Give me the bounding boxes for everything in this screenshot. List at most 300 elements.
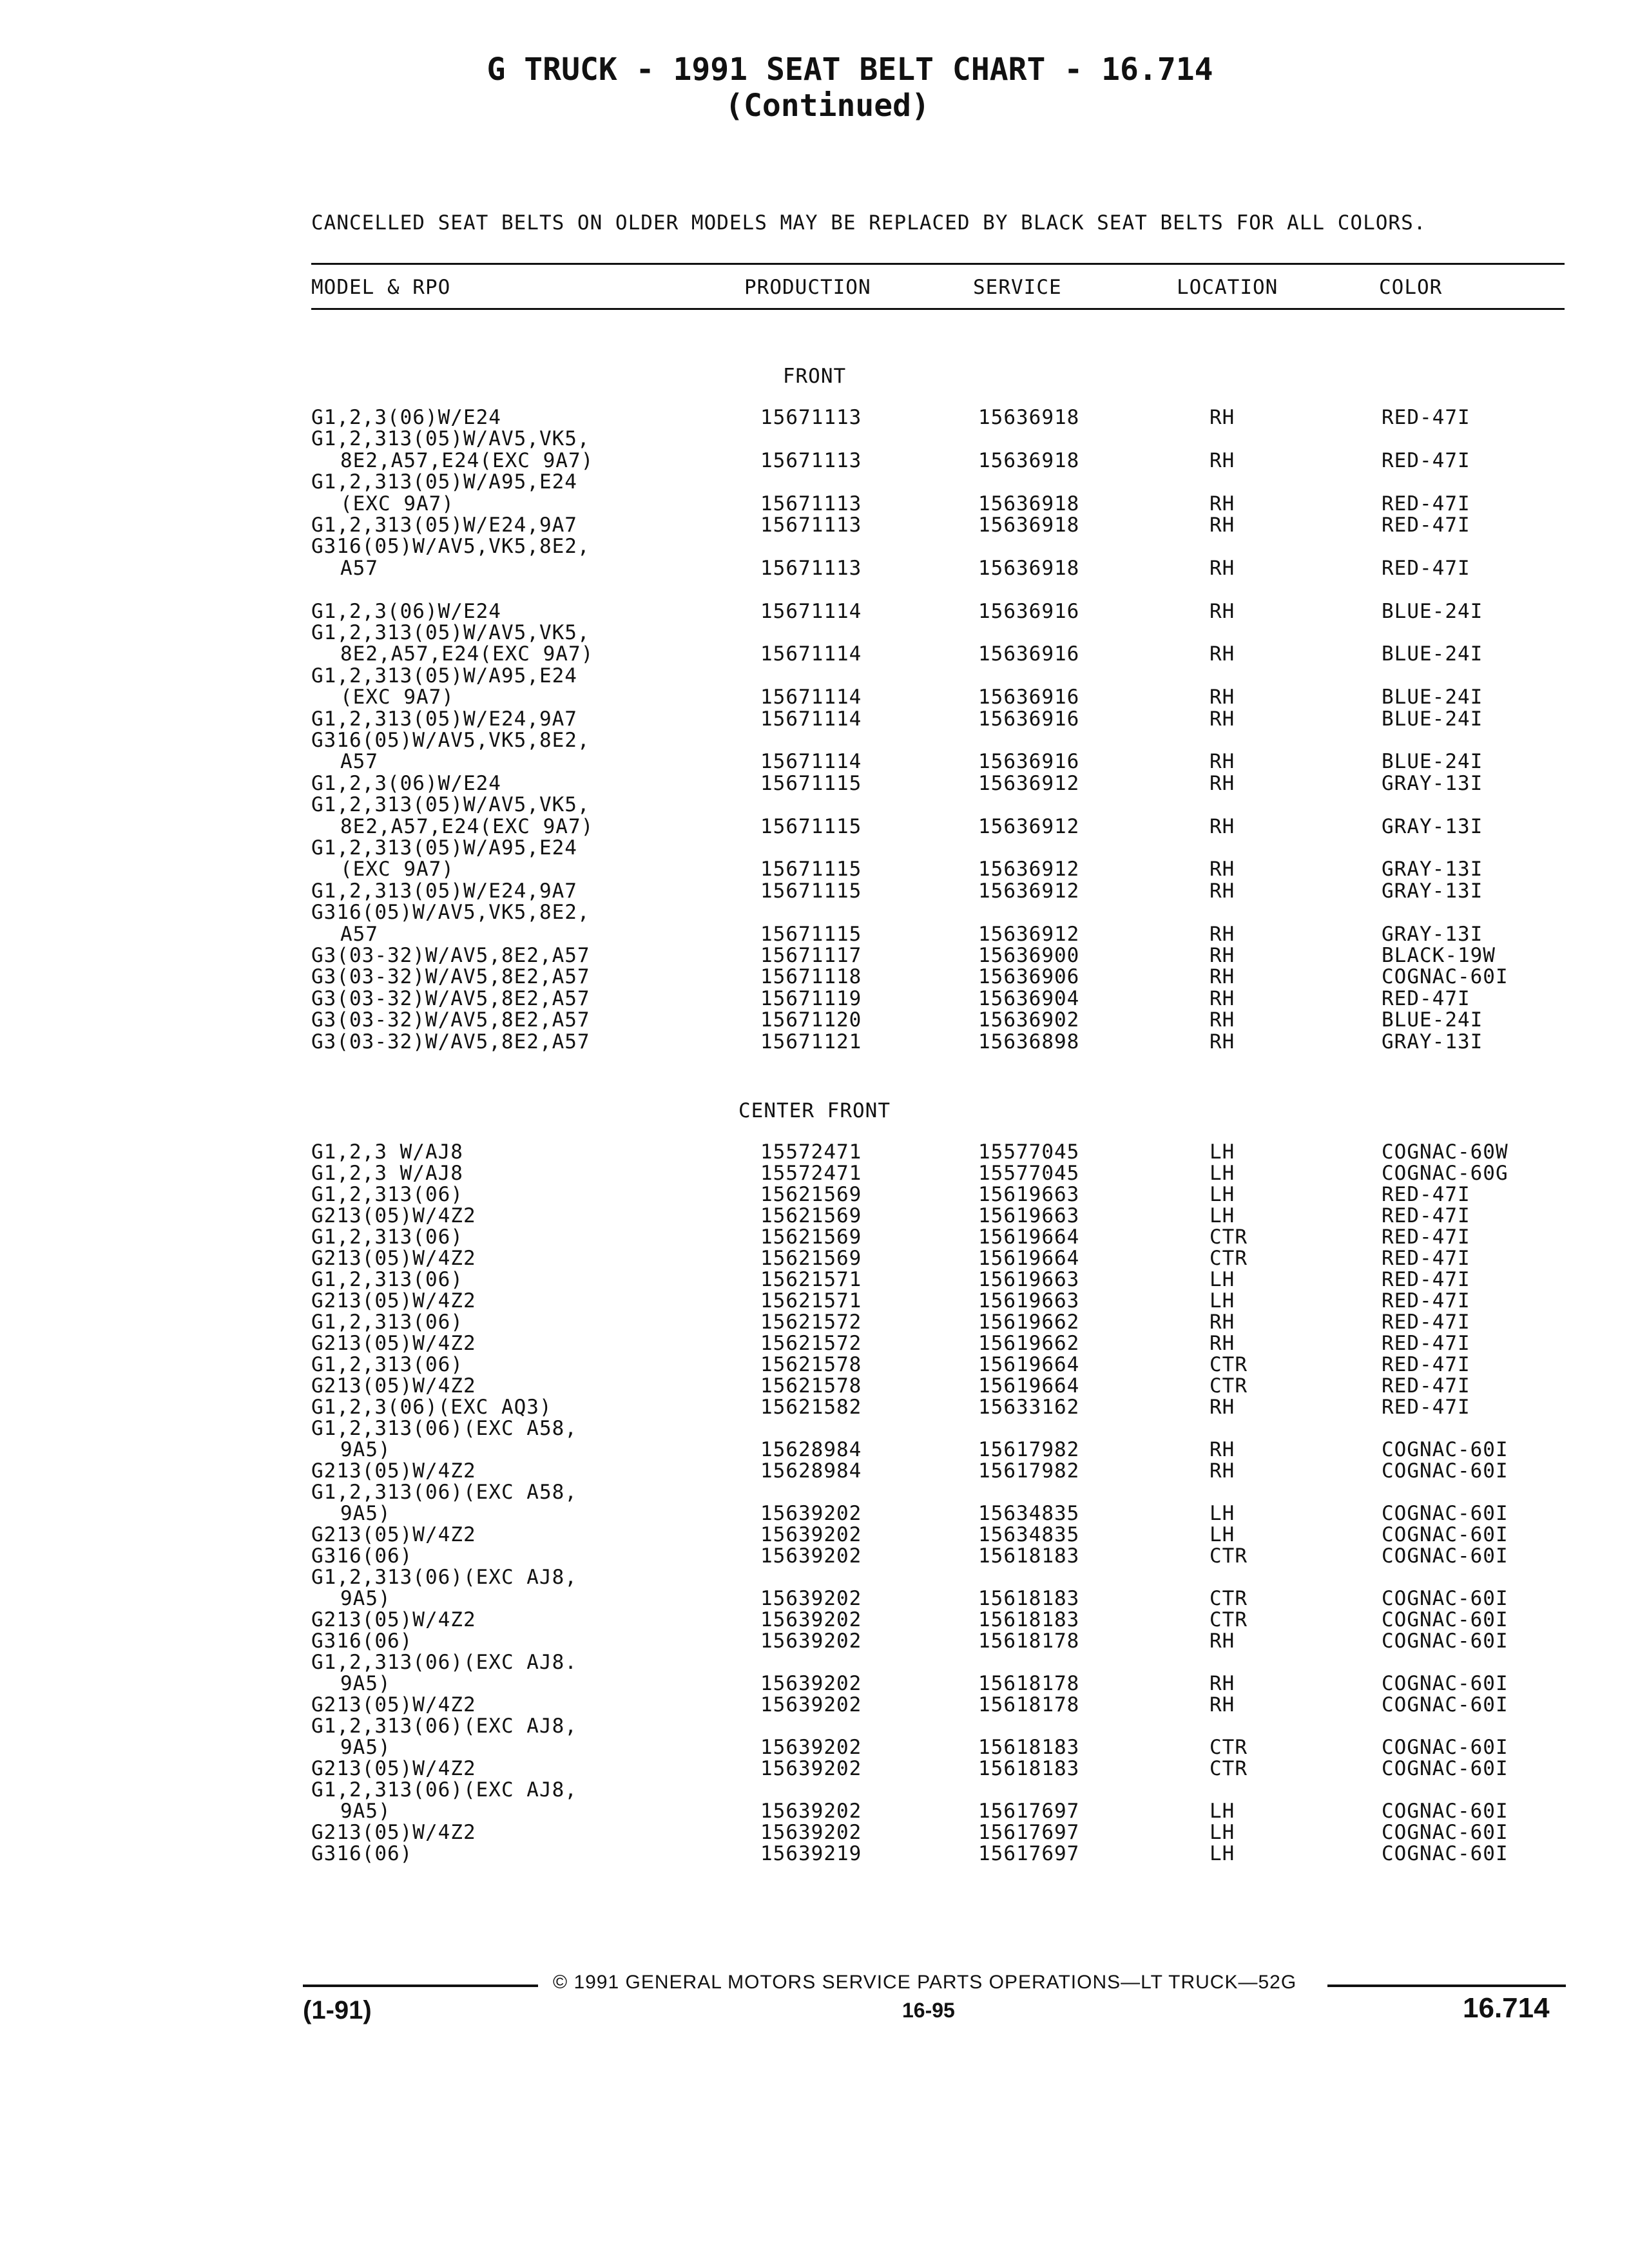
production-part-cell: 15639202 <box>760 1587 862 1610</box>
production-part-cell: 15671113 <box>760 492 862 515</box>
service-part-cell: 15618183 <box>978 1736 1080 1759</box>
location-cell: CTR <box>1210 1247 1248 1270</box>
model-rpo-cell: G316(05)W/AV5,VK5,8E2, <box>311 901 590 925</box>
location-cell: RH <box>1210 556 1235 580</box>
service-part-cell: 15636904 <box>978 986 1080 1010</box>
model-rpo-cell: G316(06) <box>311 1629 413 1653</box>
service-part-cell: 15618178 <box>978 1629 1080 1653</box>
model-rpo-cell: G1,2,313(05)W/E24,9A7 <box>311 514 577 537</box>
service-part-cell: 15636912 <box>978 814 1080 838</box>
footer-copyright: © 1991 GENERAL MOTORS SERVICE PARTS OPERATIONS—LT TRUCK—52G <box>553 1972 1297 1993</box>
table-row <box>0 1567 1629 1588</box>
production-part-cell: 15671115 <box>760 858 862 881</box>
table-row <box>0 751 1629 773</box>
footer-rule-left <box>303 1984 538 1987</box>
production-part-cell: 15671113 <box>760 514 862 537</box>
table-row <box>0 622 1629 644</box>
table-row <box>0 1716 1629 1737</box>
table-row <box>0 1610 1629 1631</box>
table-row <box>0 1227 1629 1248</box>
location-cell: LH <box>1210 1523 1235 1546</box>
model-rpo-cell: G3(03-32)W/AV5,8E2,A57 <box>311 1008 590 1032</box>
model-rpo-cell: G3(03-32)W/AV5,8E2,A57 <box>311 965 590 989</box>
production-part-cell: 15621569 <box>760 1183 862 1206</box>
model-rpo-cell: G213(05)W/4Z2 <box>311 1608 476 1631</box>
model-rpo-cell: G1,2,313(05)W/A95,E24 <box>311 664 577 687</box>
model-rpo-cell: G1,2,313(06)(EXC A58, <box>311 1417 577 1440</box>
table-row <box>0 902 1629 923</box>
production-part-cell: 15621571 <box>760 1268 862 1291</box>
location-cell: LH <box>1210 1204 1235 1227</box>
table-row <box>0 579 1629 601</box>
color-cell: GRAY-13I <box>1382 771 1483 795</box>
service-part-cell: 15619663 <box>978 1204 1080 1227</box>
table-row <box>0 450 1629 472</box>
service-part-cell: 15636912 <box>978 922 1080 946</box>
service-part-cell: 15618183 <box>978 1608 1080 1631</box>
service-part-cell: 15636902 <box>978 1008 1080 1032</box>
table-row <box>0 1291 1629 1312</box>
color-cell: COGNAC-60G <box>1382 1162 1509 1185</box>
production-part-cell: 15671114 <box>760 686 862 709</box>
location-cell: RH <box>1210 1311 1235 1334</box>
table-row <box>0 1206 1629 1227</box>
table-row <box>0 1184 1629 1206</box>
table-row <box>0 794 1629 816</box>
table-row <box>0 1397 1629 1418</box>
location-cell: LH <box>1210 1268 1235 1291</box>
model-rpo-cell: 9A5) <box>340 1800 391 1823</box>
location-cell: LH <box>1210 1842 1235 1865</box>
location-cell: RH <box>1210 986 1235 1010</box>
location-cell: CTR <box>1210 1608 1248 1631</box>
production-part-cell: 15621569 <box>760 1225 862 1249</box>
table-row <box>0 494 1629 515</box>
model-rpo-cell: G316(05)W/AV5,VK5,8E2, <box>311 535 590 559</box>
model-rpo-cell: G213(05)W/4Z2 <box>311 1757 476 1780</box>
production-part-cell: 15639202 <box>760 1693 862 1716</box>
footer-page-number: 16-95 <box>902 1999 955 2022</box>
location-cell: LH <box>1210 1289 1235 1312</box>
table-row <box>0 1843 1629 1865</box>
title-line-1: G TRUCK - 1991 SEAT BELT CHART - 16.714 <box>487 52 1213 88</box>
location-cell: RH <box>1210 1396 1235 1419</box>
table-row <box>0 1248 1629 1269</box>
service-part-cell: 15619662 <box>978 1311 1080 1334</box>
production-part-cell: 15671121 <box>760 1030 862 1053</box>
color-cell: COGNAC-60I <box>1382 1502 1509 1525</box>
header-bottom-rule <box>311 308 1565 310</box>
location-cell: CTR <box>1210 1757 1248 1780</box>
model-rpo-cell: G3(03-32)W/AV5,8E2,A57 <box>311 944 590 967</box>
service-part-cell: 15619663 <box>978 1183 1080 1206</box>
model-rpo-cell: G1,2,313(05)W/AV5,VK5, <box>311 427 590 451</box>
table-row <box>0 1032 1629 1053</box>
production-part-cell: 15671114 <box>760 599 862 623</box>
color-cell: RED-47I <box>1382 492 1470 515</box>
service-part-cell: 15633162 <box>978 1396 1080 1419</box>
table-row <box>0 1312 1629 1333</box>
model-rpo-cell: 9A5) <box>340 1672 391 1695</box>
service-part-cell: 15636912 <box>978 771 1080 795</box>
model-rpo-cell: 9A5) <box>340 1438 391 1461</box>
header-top-rule <box>311 263 1565 265</box>
table-row <box>0 1631 1629 1652</box>
service-part-cell: 15636916 <box>978 707 1080 731</box>
service-part-cell: 15617982 <box>978 1459 1080 1483</box>
service-part-cell: 15618178 <box>978 1672 1080 1695</box>
location-cell: RH <box>1210 944 1235 967</box>
location-cell: RH <box>1210 965 1235 989</box>
table-row <box>0 558 1629 579</box>
column-header-color: COLOR <box>1379 276 1443 299</box>
color-cell: RED-47I <box>1382 514 1470 537</box>
model-rpo-cell: G213(05)W/4Z2 <box>311 1289 476 1312</box>
color-cell: COGNAC-60I <box>1382 1459 1509 1483</box>
production-part-cell: 15671113 <box>760 406 862 429</box>
location-cell: RH <box>1210 1030 1235 1053</box>
model-rpo-cell: G316(06) <box>311 1544 413 1568</box>
table-row <box>0 1737 1629 1758</box>
table-row <box>0 709 1629 730</box>
location-cell: RH <box>1210 1332 1235 1355</box>
model-rpo-cell: A57 <box>340 922 378 946</box>
model-rpo-cell: G213(05)W/4Z2 <box>311 1821 476 1844</box>
color-cell: GRAY-13I <box>1382 814 1483 838</box>
table-row <box>0 515 1629 536</box>
location-cell: RH <box>1210 406 1235 429</box>
model-rpo-cell: G1,2,3(06)W/E24 <box>311 771 501 795</box>
production-part-cell: 15671115 <box>760 922 862 946</box>
service-part-cell: 15619664 <box>978 1374 1080 1398</box>
model-rpo-cell: (EXC 9A7) <box>340 492 454 515</box>
location-cell: CTR <box>1210 1587 1248 1610</box>
model-rpo-cell: G1,2,313(06)(EXC A58, <box>311 1481 577 1504</box>
table-row <box>0 945 1629 966</box>
model-rpo-cell: G1,2,313(05)W/A95,E24 <box>311 836 577 860</box>
production-part-cell: 15671115 <box>760 879 862 903</box>
color-cell: COGNAC-60I <box>1382 1608 1509 1631</box>
production-part-cell: 15671117 <box>760 944 862 967</box>
production-part-cell: 15671114 <box>760 750 862 774</box>
column-header-service: SERVICE <box>973 276 1062 299</box>
color-cell: RED-47I <box>1382 1353 1470 1376</box>
table-row <box>0 1482 1629 1503</box>
color-cell: COGNAC-60I <box>1382 1800 1509 1823</box>
service-part-cell: 15636916 <box>978 686 1080 709</box>
production-part-cell: 15639219 <box>760 1842 862 1865</box>
model-rpo-cell: (EXC 9A7) <box>340 686 454 709</box>
model-rpo-cell: 8E2,A57,E24(EXC 9A7) <box>340 814 594 838</box>
color-cell: COGNAC-60I <box>1382 1736 1509 1759</box>
model-rpo-cell: 9A5) <box>340 1502 391 1525</box>
color-cell: GRAY-13I <box>1382 858 1483 881</box>
production-part-cell: 15671113 <box>760 556 862 580</box>
color-cell: RED-47I <box>1382 1247 1470 1270</box>
production-part-cell: 15621572 <box>760 1332 862 1355</box>
color-cell: COGNAC-60I <box>1382 1438 1509 1461</box>
table-row <box>0 666 1629 687</box>
table-row <box>0 536 1629 557</box>
column-header-production: PRODUCTION <box>744 276 871 299</box>
service-part-cell: 15617697 <box>978 1821 1080 1844</box>
production-part-cell: 15639202 <box>760 1629 862 1653</box>
production-part-cell: 15671118 <box>760 965 862 989</box>
footer-rule-right <box>1327 1984 1566 1987</box>
model-rpo-cell: A57 <box>340 750 378 774</box>
color-cell: BLUE-24I <box>1382 1008 1483 1032</box>
model-rpo-cell: G1,2,313(06) <box>311 1225 463 1249</box>
location-cell: RH <box>1210 599 1235 623</box>
service-part-cell: 15636906 <box>978 965 1080 989</box>
replacement-note: CANCELLED SEAT BELTS ON OLDER MODELS MAY BE REPLACED BY BLACK SEAT BELTS FOR ALL COLORS. <box>311 211 1427 235</box>
model-rpo-cell: 9A5) <box>340 1587 391 1610</box>
service-part-cell: 15619664 <box>978 1353 1080 1376</box>
model-rpo-cell: G316(06) <box>311 1842 413 1865</box>
location-cell: RH <box>1210 1672 1235 1695</box>
color-cell: RED-47I <box>1382 1311 1470 1334</box>
table-row <box>0 1010 1629 1031</box>
color-cell: COGNAC-60I <box>1382 1693 1509 1716</box>
location-cell: LH <box>1210 1821 1235 1844</box>
model-rpo-cell: 8E2,A57,E24(EXC 9A7) <box>340 642 594 666</box>
service-part-cell: 15636918 <box>978 448 1080 472</box>
production-part-cell: 15639202 <box>760 1672 862 1695</box>
table-row <box>0 687 1629 708</box>
model-rpo-cell: G1,2,3(06)W/E24 <box>311 406 501 429</box>
color-cell: RED-47I <box>1382 1225 1470 1249</box>
service-part-cell: 15636918 <box>978 406 1080 429</box>
color-cell: RED-47I <box>1382 406 1470 429</box>
service-part-cell: 15619663 <box>978 1268 1080 1291</box>
service-part-cell: 15634835 <box>978 1523 1080 1546</box>
table-row <box>0 644 1629 665</box>
location-cell: RH <box>1210 707 1235 731</box>
model-rpo-cell: G1,2,313(06)(EXC AJ8, <box>311 1715 577 1738</box>
table-row <box>0 988 1629 1010</box>
service-part-cell: 15634835 <box>978 1502 1080 1525</box>
footer-section-number: 16.714 <box>1463 1992 1550 2024</box>
color-cell: COGNAC-60I <box>1382 1672 1509 1695</box>
color-cell: COGNAC-60I <box>1382 965 1509 989</box>
location-cell: CTR <box>1210 1225 1248 1249</box>
model-rpo-cell: G1,2,3 W/AJ8 <box>311 1162 463 1185</box>
production-part-cell: 15639202 <box>760 1736 862 1759</box>
table-row <box>0 1673 1629 1695</box>
model-rpo-cell: 8E2,A57,E24(EXC 9A7) <box>340 448 594 472</box>
table-row <box>0 1333 1629 1354</box>
model-rpo-cell: A57 <box>340 556 378 580</box>
color-cell: RED-47I <box>1382 1183 1470 1206</box>
service-part-cell: 15618183 <box>978 1587 1080 1610</box>
production-part-cell: 15671115 <box>760 814 862 838</box>
location-cell: RH <box>1210 922 1235 946</box>
table-row <box>0 1652 1629 1673</box>
table-row <box>0 1418 1629 1439</box>
table-row <box>0 966 1629 988</box>
model-rpo-cell: G1,2,313(06) <box>311 1353 463 1376</box>
service-part-cell: 15618178 <box>978 1693 1080 1716</box>
color-cell: COGNAC-60W <box>1382 1140 1509 1164</box>
production-part-cell: 15671119 <box>760 986 862 1010</box>
location-cell: LH <box>1210 1140 1235 1164</box>
model-rpo-cell: 9A5) <box>340 1736 391 1759</box>
model-rpo-cell: G1,2,313(06) <box>311 1311 463 1334</box>
table-row <box>0 859 1629 880</box>
color-cell: BLACK-19W <box>1382 944 1496 967</box>
service-part-cell: 15617982 <box>978 1438 1080 1461</box>
model-rpo-cell: G213(05)W/4Z2 <box>311 1374 476 1398</box>
location-cell: RH <box>1210 1459 1235 1483</box>
model-rpo-cell: G213(05)W/4Z2 <box>311 1204 476 1227</box>
production-part-cell: 15639202 <box>760 1544 862 1568</box>
service-part-cell: 15636912 <box>978 879 1080 903</box>
model-rpo-cell: G1,2,313(05)W/E24,9A7 <box>311 707 577 731</box>
service-part-cell: 15636918 <box>978 514 1080 537</box>
location-cell: RH <box>1210 1693 1235 1716</box>
production-part-cell: 15639202 <box>760 1757 862 1780</box>
service-part-cell: 15618183 <box>978 1544 1080 1568</box>
production-part-cell: 15639202 <box>760 1502 862 1525</box>
model-rpo-cell: G1,2,313(05)W/AV5,VK5, <box>311 621 590 644</box>
color-cell: COGNAC-60I <box>1382 1629 1509 1653</box>
production-part-cell: 15572471 <box>760 1162 862 1185</box>
location-cell: RH <box>1210 771 1235 795</box>
color-cell: RED-47I <box>1382 1396 1470 1419</box>
table-row <box>0 1269 1629 1291</box>
model-rpo-cell: G1,2,313(06) <box>311 1268 463 1291</box>
table-row <box>0 1376 1629 1397</box>
table-row <box>0 838 1629 859</box>
color-cell: BLUE-24I <box>1382 707 1483 731</box>
table-row <box>0 601 1629 622</box>
service-part-cell: 15619664 <box>978 1225 1080 1249</box>
table-row <box>0 407 1629 428</box>
color-cell: GRAY-13I <box>1382 879 1483 903</box>
color-cell: COGNAC-60I <box>1382 1757 1509 1780</box>
table-row <box>0 1524 1629 1546</box>
location-cell: RH <box>1210 492 1235 515</box>
production-part-cell: 15639202 <box>760 1800 862 1823</box>
color-cell: RED-47I <box>1382 1204 1470 1227</box>
location-cell: CTR <box>1210 1374 1248 1398</box>
color-cell: GRAY-13I <box>1382 1030 1483 1053</box>
model-rpo-cell: G1,2,313(06)(EXC AJ8, <box>311 1566 577 1589</box>
model-rpo-cell: G1,2,313(05)W/A95,E24 <box>311 470 577 494</box>
color-cell: RED-47I <box>1382 448 1470 472</box>
production-part-cell: 15621569 <box>760 1204 862 1227</box>
table-row <box>0 924 1629 945</box>
model-rpo-cell: G213(05)W/4Z2 <box>311 1247 476 1270</box>
location-cell: RH <box>1210 814 1235 838</box>
table-row <box>0 1588 1629 1610</box>
section-title-center-front: CENTER FRONT <box>738 1099 891 1122</box>
production-part-cell: 15621569 <box>760 1247 862 1270</box>
model-rpo-cell: G1,2,313(06)(EXC AJ8, <box>311 1778 577 1802</box>
production-part-cell: 15628984 <box>760 1438 862 1461</box>
production-part-cell: 15628984 <box>760 1459 862 1483</box>
model-rpo-cell: G1,2,3(06)W/E24 <box>311 599 501 623</box>
column-header-model: MODEL & RPO <box>311 276 451 299</box>
service-part-cell: 15636916 <box>978 642 1080 666</box>
service-part-cell: 15636916 <box>978 599 1080 623</box>
page-title <box>0 52 1629 124</box>
location-cell: RH <box>1210 1438 1235 1461</box>
table-row <box>0 1163 1629 1184</box>
production-part-cell: 15671114 <box>760 707 862 731</box>
location-cell: CTR <box>1210 1353 1248 1376</box>
model-rpo-cell: G1,2,3(06)(EXC AQ3) <box>311 1396 552 1419</box>
model-rpo-cell: G3(03-32)W/AV5,8E2,A57 <box>311 1030 590 1053</box>
service-part-cell: 15577045 <box>978 1140 1080 1164</box>
location-cell: RH <box>1210 750 1235 774</box>
color-cell: RED-47I <box>1382 1268 1470 1291</box>
table-row <box>0 428 1629 450</box>
table-row <box>0 472 1629 493</box>
model-rpo-cell: G213(05)W/4Z2 <box>311 1459 476 1483</box>
color-cell: RED-47I <box>1382 1289 1470 1312</box>
color-cell: RED-47I <box>1382 986 1470 1010</box>
production-part-cell: 15639202 <box>760 1523 862 1546</box>
location-cell: RH <box>1210 1008 1235 1032</box>
table-row <box>0 881 1629 902</box>
location-cell: RH <box>1210 686 1235 709</box>
table-row <box>0 1354 1629 1376</box>
section-title-front: FRONT <box>782 365 847 388</box>
service-part-cell: 15618183 <box>978 1757 1080 1780</box>
title-line-2: (Continued) <box>725 88 930 124</box>
table-row <box>0 1503 1629 1524</box>
model-rpo-cell: G1,2,313(06)(EXC AJ8. <box>311 1651 577 1674</box>
service-part-cell: 15617697 <box>978 1842 1080 1865</box>
color-cell: COGNAC-60I <box>1382 1842 1509 1865</box>
color-cell: COGNAC-60I <box>1382 1821 1509 1844</box>
location-cell: LH <box>1210 1502 1235 1525</box>
production-part-cell: 15572471 <box>760 1140 862 1164</box>
service-part-cell: 15617697 <box>978 1800 1080 1823</box>
service-part-cell: 15636916 <box>978 750 1080 774</box>
location-cell: RH <box>1210 642 1235 666</box>
location-cell: LH <box>1210 1800 1235 1823</box>
table-row <box>0 1758 1629 1780</box>
table-row <box>0 1695 1629 1716</box>
table-row <box>0 1546 1629 1567</box>
location-cell: RH <box>1210 448 1235 472</box>
table-row <box>0 1801 1629 1822</box>
model-rpo-cell: G1,2,313(05)W/E24,9A7 <box>311 879 577 903</box>
production-part-cell: 15671114 <box>760 642 862 666</box>
table-row <box>0 773 1629 794</box>
service-part-cell: 15577045 <box>978 1162 1080 1185</box>
color-cell: RED-47I <box>1382 1374 1470 1398</box>
color-cell: COGNAC-60I <box>1382 1523 1509 1546</box>
color-cell: BLUE-24I <box>1382 642 1483 666</box>
model-rpo-cell: G316(05)W/AV5,VK5,8E2, <box>311 729 590 752</box>
model-rpo-cell: (EXC 9A7) <box>340 858 454 881</box>
service-part-cell: 15619663 <box>978 1289 1080 1312</box>
model-rpo-cell: G1,2,313(05)W/AV5,VK5, <box>311 793 590 817</box>
column-header-location: LOCATION <box>1177 276 1278 299</box>
service-part-cell: 15636918 <box>978 556 1080 580</box>
table-row <box>0 816 1629 838</box>
table-row <box>0 1461 1629 1482</box>
service-part-cell: 15636898 <box>978 1030 1080 1053</box>
color-cell: BLUE-24I <box>1382 599 1483 623</box>
location-cell: RH <box>1210 858 1235 881</box>
location-cell: RH <box>1210 1629 1235 1653</box>
model-rpo-cell: G3(03-32)W/AV5,8E2,A57 <box>311 986 590 1010</box>
color-cell: COGNAC-60I <box>1382 1587 1509 1610</box>
